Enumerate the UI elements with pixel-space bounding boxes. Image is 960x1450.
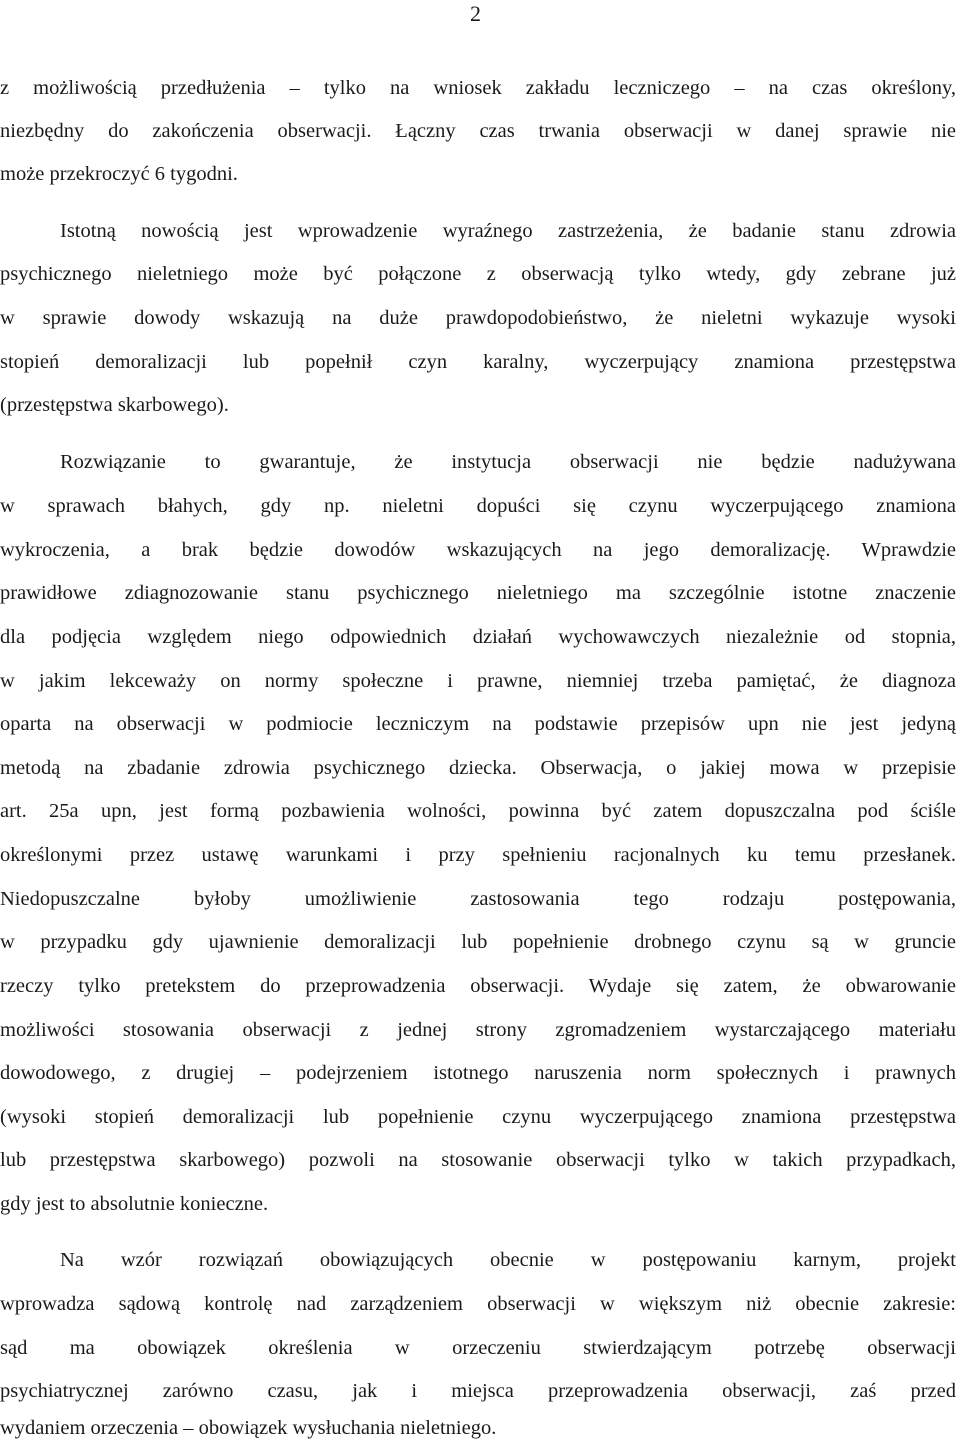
text-line-5: psychicznego nieletniego może być połączone z obserwacją tylko wtedy, gdy zebrane już <box>0 263 956 285</box>
text-line-13: dla podjęcia względem niego odpowiednich działań wychowawczych niezależnie od stopnia, <box>0 626 956 648</box>
text-line-23: dowodowego, z drugiej – podejrzeniem istotnego naruszenia norm społecznych i prawnych <box>0 1062 956 1084</box>
text-line-25: lub przestępstwa skarbowego) pozwoli na stosowanie obserwacji tylko w takich przypadkach, <box>0 1149 956 1171</box>
text-line-29: sąd ma obowiązek określenia w orzeczeniu stwierdzającym potrzebę obserwacji <box>0 1337 956 1359</box>
text-line-10: w sprawach błahych, gdy np. nieletni dopuści się czynu wyczerpującego znamiona <box>0 495 956 517</box>
text-line-24: (wysoki stopień demoralizacji lub popełnienie czynu wyczerpującego znamiona przestępstwa <box>0 1106 956 1128</box>
text-line-15: oparta na obserwacji w podmiocie leczniczym na podstawie przepisów upn nie jest jedyną <box>0 713 956 735</box>
text-line-8: (przestępstwa skarbowego). <box>0 394 229 416</box>
text-line-18: określonymi przez ustawę warunkami i przy spełnieniu racjonalnych ku temu przesłanek. <box>0 844 956 866</box>
text-line-30: psychiatrycznej zarówno czasu, jak i miejsca przeprowadzenia obserwacji, zaś przed <box>0 1380 956 1402</box>
text-line-16: metodą na zbadanie zdrowia psychicznego dziecka. Obserwacja, o jakiej mowa w przepisie <box>0 757 956 779</box>
text-line-14: w jakim lekceważy on normy społeczne i prawne, niemniej trzeba pamiętać, że diagnoza <box>0 670 956 692</box>
text-line-21: rzeczy tylko pretekstem do przeprowadzenia obserwacji. Wydaje się zatem, że obwarowanie <box>0 975 956 997</box>
text-line-11: wykroczenia, a brak będzie dowodów wskazujących na jego demoralizację. Wprawdzie <box>0 539 956 561</box>
text-line-19: Niedopuszczalne byłoby umożliwienie zastosowania tego rodzaju postępowania, <box>0 888 956 910</box>
text-line-22: możliwości stosowania obserwacji z jednej strony zgromadzeniem wystarczającego materiału <box>0 1019 956 1041</box>
text-line-6: w sprawie dowody wskazują na duże prawdopodobieństwo, że nieletni wykazuje wysoki <box>0 307 956 329</box>
text-line-7: stopień demoralizacji lub popełnił czyn karalny, wyczerpujący znamiona przestępstwa <box>0 351 956 373</box>
text-line-4: Istotną nowością jest wprowadzenie wyraźnego zastrzeżenia, że badanie stanu zdrowia <box>60 220 956 242</box>
text-line-12: prawidłowe zdiagnozowanie stanu psychicznego nieletniego ma szczególnie istotne znaczenie <box>0 582 956 604</box>
page-number: 2 <box>470 1 481 26</box>
text-line-20: w przypadku gdy ujawnienie demoralizacji lub popełnienie drobnego czynu są w gruncie <box>0 931 956 953</box>
text-line-9: Rozwiązanie to gwarantuje, że instytucja obserwacji nie będzie nadużywana <box>60 451 956 473</box>
text-line-28: wprowadza sądową kontrolę nad zarządzeniem obserwacji w większym niż obecnie zakresie: <box>0 1293 956 1315</box>
text-line-31: wydaniem orzeczenia – obowiązek wysłuchania nieletniego. <box>0 1417 497 1439</box>
text-line-27: Na wzór rozwiązań obowiązujących obecnie w postępowaniu karnym, projekt <box>60 1249 956 1271</box>
text-line-17: art. 25a upn, jest formą pozbawienia wolności, powinna być zatem dopuszczalna pod ściśle <box>0 800 956 822</box>
text-line-2: niezbędny do zakończenia obserwacji. Łączny czas trwania obserwacji w danej sprawie nie <box>0 120 956 142</box>
text-line-1: z możliwością przedłużenia – tylko na wniosek zakładu leczniczego – na czas określony, <box>0 77 956 99</box>
text-line-3: może przekroczyć 6 tygodni. <box>0 163 238 185</box>
text-line-26: gdy jest to absolutnie konieczne. <box>0 1193 269 1215</box>
